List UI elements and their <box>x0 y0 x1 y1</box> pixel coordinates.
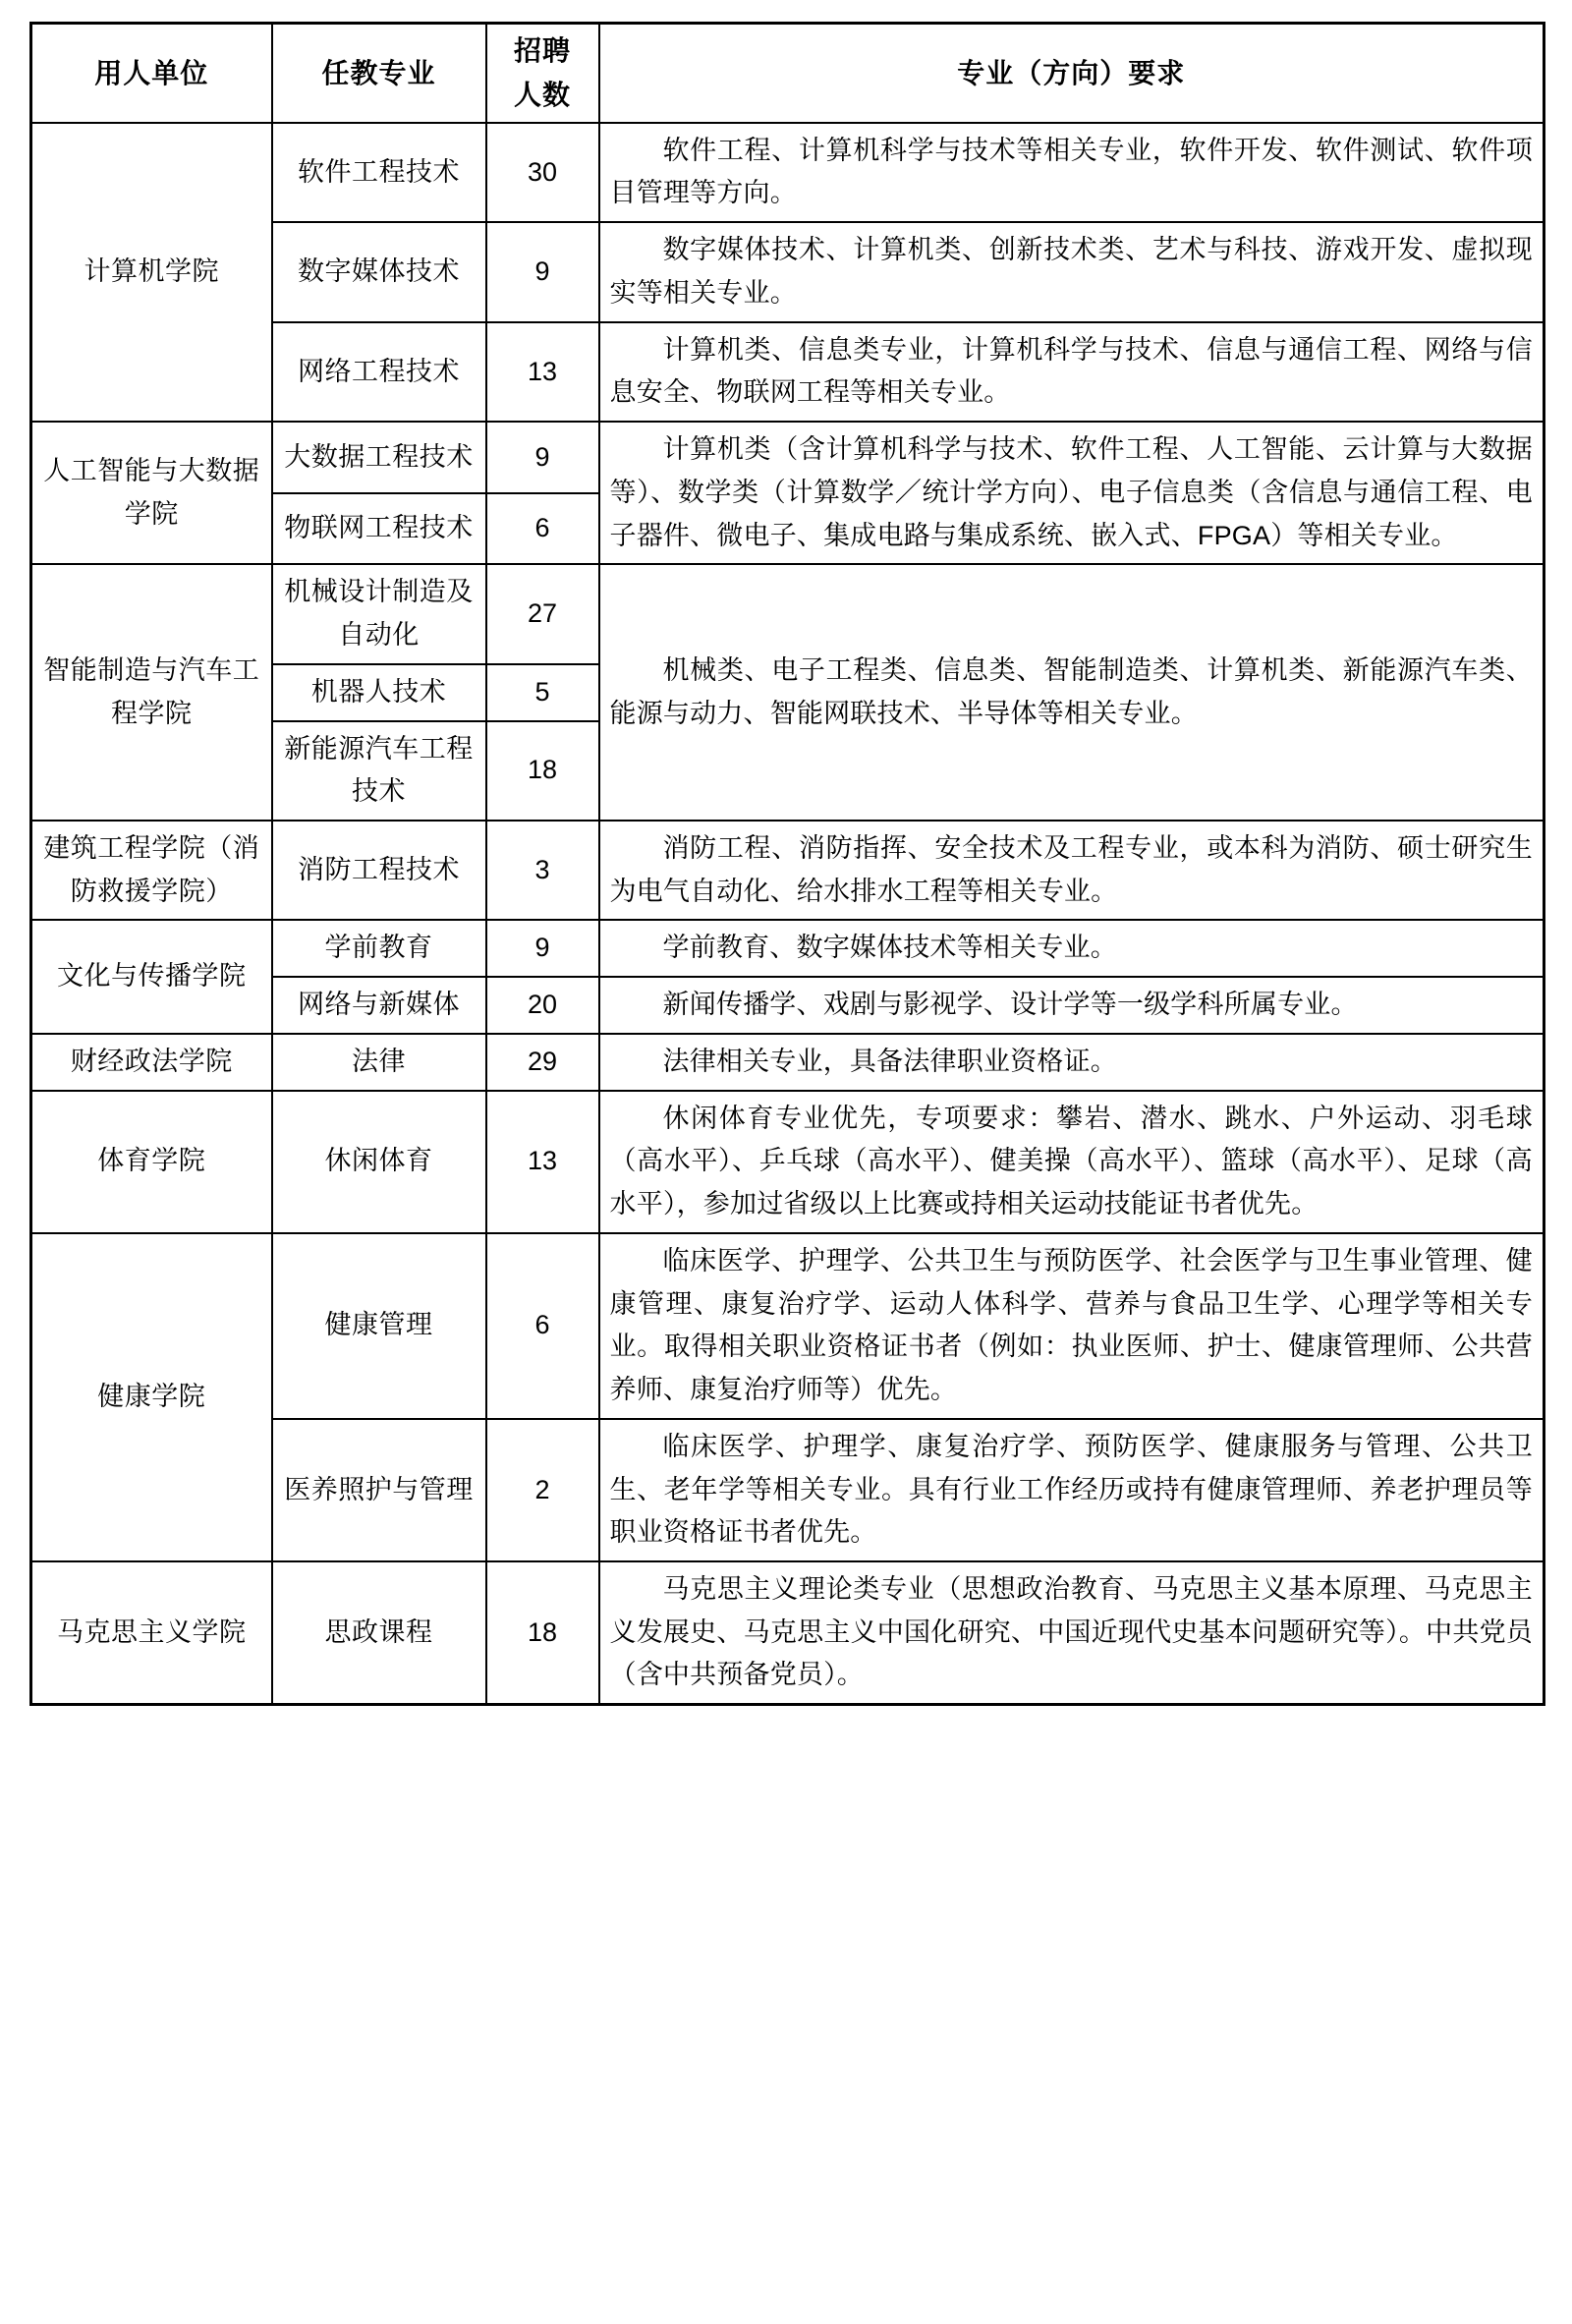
recruit-count-cell: 13 <box>486 322 599 422</box>
teaching-major-cell: 机械设计制造及自动化 <box>272 564 486 663</box>
teaching-major-cell: 网络与新媒体 <box>272 977 486 1034</box>
teaching-major-cell: 思政课程 <box>272 1561 486 1705</box>
teaching-major-cell: 法律 <box>272 1034 486 1091</box>
requirement-cell: 机械类、电子工程类、信息类、智能制造类、计算机类、新能源汽车类、能源与动力、智能网联技术、半导体等相关专业。 <box>599 564 1544 821</box>
employer-unit-cell: 文化与传播学院 <box>31 920 272 1033</box>
requirement-cell: 法律相关专业，具备法律职业资格证。 <box>599 1034 1544 1091</box>
requirement-cell: 计算机类（含计算机科学与技术、软件工程、人工智能、云计算与大数据等）、数学类（计算数学／统计学方向）、电子信息类（含信息与通信工程、电子器件、微电子、集成电路与集成系统、嵌入式、FPGA）等相关专业。 <box>599 422 1544 564</box>
table-row <box>31 920 1544 977</box>
employer-unit-cell: 马克思主义学院 <box>31 1561 272 1705</box>
recruit-count-cell: 30 <box>486 123 599 222</box>
header-row <box>31 24 1544 123</box>
teaching-major-cell: 软件工程技术 <box>272 123 486 222</box>
header-count-line2: 人数 <box>513 80 571 111</box>
recruit-count-cell: 18 <box>486 1561 599 1705</box>
table-row <box>31 564 1544 663</box>
recruit-count-cell: 18 <box>486 721 599 821</box>
header-requirement: 专业（方向）要求 <box>599 24 1544 123</box>
recruit-count-cell: 2 <box>486 1419 599 1561</box>
table-row <box>31 123 1544 222</box>
teaching-major-cell: 学前教育 <box>272 920 486 977</box>
teaching-major-cell: 网络工程技术 <box>272 322 486 422</box>
header-major: 任教专业 <box>272 24 486 123</box>
teaching-major-cell: 数字媒体技术 <box>272 222 486 321</box>
requirement-cell: 休闲体育专业优先，专项要求：攀岩、潜水、跳水、户外运动、羽毛球（高水平）、乒乓球（高水平）、健美操（高水平）、篮球（高水平）、足球（高水平），参加过省级以上比赛或持相关运动技能证书者优先。 <box>599 1091 1544 1233</box>
teaching-major-cell: 休闲体育 <box>272 1091 486 1233</box>
table-row <box>31 422 1544 493</box>
requirement-cell: 数字媒体技术、计算机类、创新技术类、艺术与科技、游戏开发、虚拟现实等相关专业。 <box>599 222 1544 321</box>
employer-unit-cell: 计算机学院 <box>31 123 272 422</box>
table-row <box>31 821 1544 920</box>
requirement-cell: 临床医学、护理学、康复治疗学、预防医学、健康服务与管理、公共卫生、老年学等相关专业。具有行业工作经历或持有健康管理师、养老护理员等职业资格证书者优先。 <box>599 1419 1544 1561</box>
recruit-count-cell: 5 <box>486 664 599 721</box>
table-row <box>31 1091 1544 1233</box>
recruit-count-cell: 27 <box>486 564 599 663</box>
recruit-count-cell: 20 <box>486 977 599 1034</box>
recruit-count-cell: 3 <box>486 821 599 920</box>
recruit-count-cell: 9 <box>486 222 599 321</box>
requirement-cell: 新闻传播学、戏剧与影视学、设计学等一级学科所属专业。 <box>599 977 1544 1034</box>
teaching-major-cell: 健康管理 <box>272 1233 486 1419</box>
requirement-cell: 学前教育、数字媒体技术等相关专业。 <box>599 920 1544 977</box>
recruit-count-cell: 29 <box>486 1034 599 1091</box>
requirement-cell: 消防工程、消防指挥、安全技术及工程专业，或本科为消防、硕士研究生为电气自动化、给水排水工程等相关专业。 <box>599 821 1544 920</box>
teaching-major-cell: 物联网工程技术 <box>272 493 486 565</box>
header-unit: 用人单位 <box>31 24 272 123</box>
employer-unit-cell: 健康学院 <box>31 1233 272 1561</box>
recruit-count-cell: 6 <box>486 1233 599 1419</box>
teaching-major-cell: 新能源汽车工程技术 <box>272 721 486 821</box>
requirement-cell: 计算机类、信息类专业，计算机科学与技术、信息与通信工程、网络与信息安全、物联网工程等相关专业。 <box>599 322 1544 422</box>
teaching-major-cell: 医养照护与管理 <box>272 1419 486 1561</box>
table-body <box>31 123 1544 1705</box>
employer-unit-cell: 智能制造与汽车工程学院 <box>31 564 272 821</box>
recruit-count-cell: 9 <box>486 422 599 493</box>
requirement-cell: 软件工程、计算机科学与技术等相关专业，软件开发、软件测试、软件项目管理等方向。 <box>599 123 1544 222</box>
employer-unit-cell: 建筑工程学院（消防救援学院） <box>31 821 272 920</box>
employer-unit-cell: 体育学院 <box>31 1091 272 1233</box>
teaching-major-cell: 消防工程技术 <box>272 821 486 920</box>
requirement-cell: 马克思主义理论类专业（思想政治教育、马克思主义基本原理、马克思主义发展史、马克思主义中国化研究、中国近现代史基本问题研究等）。中共党员（含中共预备党员）。 <box>599 1561 1544 1705</box>
header-count-line1: 招聘 <box>513 35 571 66</box>
header-count <box>486 24 599 123</box>
recruit-count-cell: 13 <box>486 1091 599 1233</box>
recruit-count-cell: 9 <box>486 920 599 977</box>
teaching-major-cell: 机器人技术 <box>272 664 486 721</box>
table-row <box>31 1233 1544 1419</box>
table-row <box>31 1034 1544 1091</box>
employer-unit-cell: 财经政法学院 <box>31 1034 272 1091</box>
teaching-major-cell: 大数据工程技术 <box>272 422 486 493</box>
table-row <box>31 1561 1544 1705</box>
employer-unit-cell: 人工智能与大数据学院 <box>31 422 272 564</box>
recruitment-table <box>29 22 1545 1706</box>
recruit-count-cell: 6 <box>486 493 599 565</box>
table-header <box>31 24 1544 123</box>
requirement-cell: 临床医学、护理学、公共卫生与预防医学、社会医学与卫生事业管理、健康管理、康复治疗学、运动人体科学、营养与食品卫生学、心理学等相关专业。取得相关职业资格证书者（例如：执业医师、护士、健康管理师、公共营养师、康复治疗师等）优先。 <box>599 1233 1544 1419</box>
